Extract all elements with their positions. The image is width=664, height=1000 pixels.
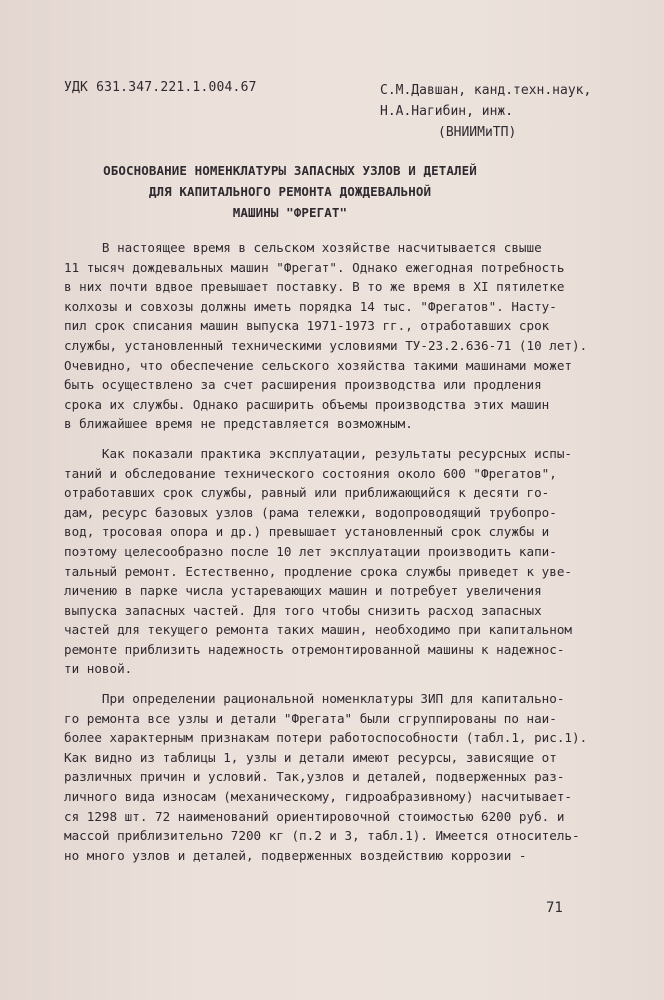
paragraph	[64, 689, 624, 865]
text-line: в них почти вдвое превышает поставку. В то же время в XI пятилетке	[64, 279, 565, 295]
text-line: более характерным признакам потери работоспособности (табл.1, рис.1).	[64, 730, 588, 746]
paragraph-gap	[64, 434, 624, 444]
text-line: пил срок списания машин выпуска 1971-1973 гг., отработавших срок	[64, 318, 550, 334]
paragraph	[64, 444, 624, 679]
text-line: го ремонта все узлы и детали "Фрегата" были сгруппированы по наи-	[64, 710, 557, 726]
text-line: в ближайшее время не представляется возможным.	[64, 416, 413, 432]
article-title	[60, 160, 520, 223]
text-line: различных причин и условий. Так,узлов и деталей, подверженных раз-	[64, 769, 565, 785]
text-line: колхозы и совхозы должны иметь порядка 14 тыс. "Фрегатов". Насту-	[64, 298, 557, 314]
text-line: тальный ремонт. Естественно, продление срока службы приведет к уве-	[64, 563, 572, 579]
title-line: ДЛЯ КАПИТАЛЬНОГО РЕМОНТА ДОЖДЕВАЛЬНОЙ	[148, 184, 432, 199]
text-line: ти новой.	[64, 661, 133, 677]
text-line: В настоящее время в сельском хозяйстве насчитывается свыше	[64, 240, 542, 255]
text-line: вод, тросовая опора и др.) превышает установленный срок службы и	[64, 524, 550, 540]
text-line: ремонте приблизить надежность отремонтированной машины к надежнос-	[64, 641, 565, 657]
text-line: При определении рациональной номенклатуры ЗИП для капитально-	[64, 691, 565, 707]
text-line: 11 тысяч дождевальных машин "Фрегат". Однако ежегодная потребность	[64, 259, 565, 275]
author-2: Н.А.Нагибин, инж.	[380, 104, 514, 119]
text-line: срока их службы. Однако расширить объемы производства этих машин	[64, 396, 550, 412]
author-1: С.М.Давшан, канд.техн.наук,	[380, 83, 592, 98]
title-line: МАШИНЫ "ФРЕГАТ"	[232, 205, 348, 220]
text-line: поэтому целесообразно после 10 лет эксплуатации производить капи-	[64, 543, 557, 559]
text-line: ся 1298 шт. 72 наименований ориентировочной стоимостью 6200 руб. и	[64, 808, 565, 824]
text-line: массой приблизительно 7200 кг (п.2 и 3, табл.1). Имеется относитель-	[64, 828, 580, 844]
text-line: отработавших срок службы, равный или приближающийся к десяти го-	[64, 485, 550, 501]
page-number: 71	[546, 900, 563, 916]
text-line: выпуска запасных частей. Для того чтобы снизить расход запасных	[64, 602, 542, 618]
text-line: таний и обследование технического состояния около 600 "Фрегатов",	[64, 465, 557, 481]
paragraph	[64, 238, 624, 434]
text-line: дам, ресурс базовых узлов (рама тележки, водопроводящий трубопро-	[64, 504, 557, 520]
author-block	[380, 80, 591, 143]
udk-code: УДК 631.347.221.1.004.67	[64, 80, 257, 95]
title-line: ОБОСНОВАНИЕ НОМЕНКЛАТУРЫ ЗАПАСНЫХ УЗЛОВ И ДЕТАЛЕЙ	[103, 163, 477, 178]
text-line: быть осуществлено за счет расширения производства или продления	[64, 377, 542, 393]
author-institution: (ВНИИМиТП)	[438, 125, 517, 140]
text-line: личению в парке числа устаревающих машин и потребует увеличения	[64, 583, 542, 599]
text-line: Как видно из таблицы 1, узлы и детали имеют ресурсы, зависящие от	[64, 749, 557, 765]
paragraph-gap	[64, 679, 624, 689]
text-line: личного вида износам (механическому, гидроабразивному) насчитывает-	[64, 789, 572, 805]
article-body	[64, 238, 624, 865]
text-line: частей для текущего ремонта таких машин, необходимо при капитальном	[64, 622, 572, 638]
text-line: но много узлов и деталей, подверженных воздействию коррозии -	[64, 847, 527, 863]
text-line: Очевидно, что обеспечение сельского хозяйства такими машинами может	[64, 357, 572, 373]
text-line: службы, установленный техническими условиями ТУ-23.2.636-71 (10 лет).	[64, 337, 588, 353]
text-line: Как показали практика эксплуатации, результаты ресурсных испы-	[64, 445, 572, 461]
